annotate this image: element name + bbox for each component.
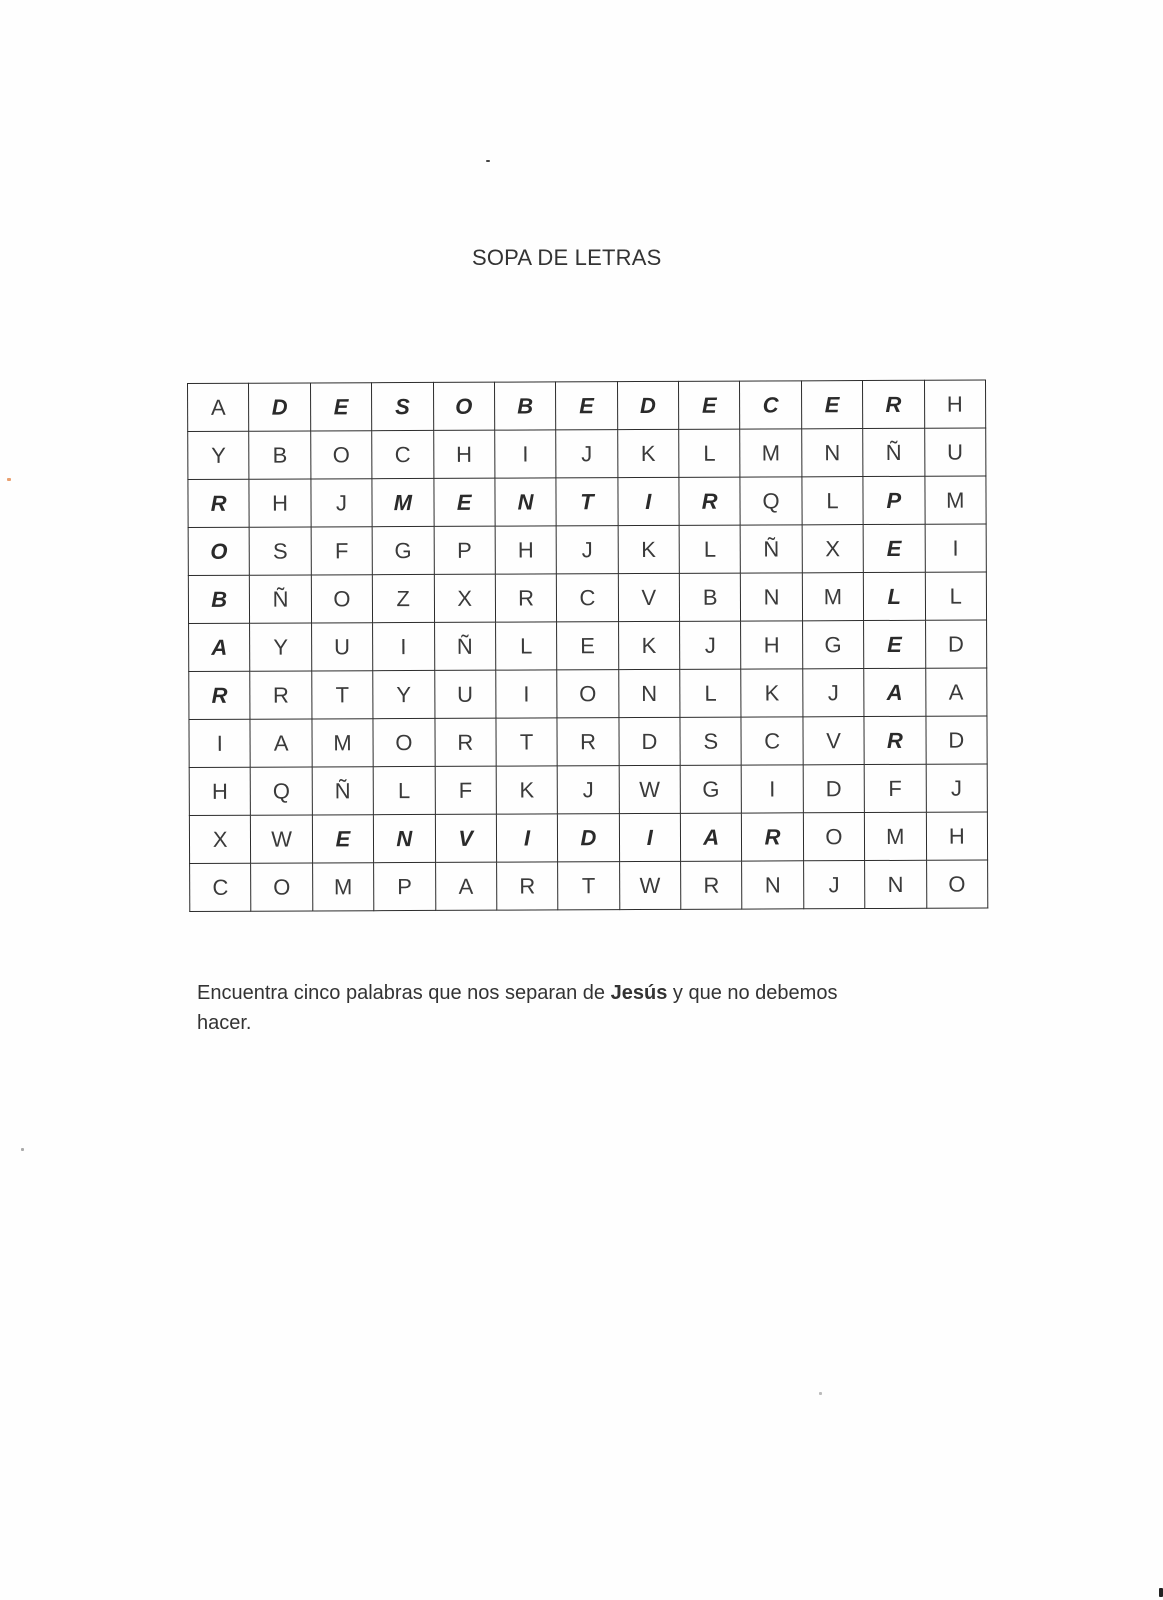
grid-cell: O — [803, 813, 865, 861]
grid-cell: N — [742, 861, 804, 909]
grid-cell: Y — [250, 623, 312, 671]
grid-cell: D — [925, 620, 987, 668]
grid-cell: B — [188, 575, 250, 623]
grid-cell: H — [926, 812, 988, 860]
grid-cell: L — [680, 669, 742, 717]
page-title: SOPA DE LETRAS — [472, 245, 662, 270]
grid-cell: I — [373, 622, 435, 670]
grid-cell: E — [310, 383, 372, 431]
grid-cell: D — [249, 383, 311, 431]
grid-cell: D — [925, 716, 987, 764]
grid-cell: Z — [372, 574, 434, 622]
word-search-grid — [187, 380, 988, 912]
grid-cell: A — [864, 668, 926, 716]
grid-cell: J — [803, 669, 865, 717]
grid-cell: C — [372, 430, 434, 478]
grid-cell: E — [433, 478, 495, 526]
grid-cell: O — [310, 431, 372, 479]
grid-cell: R — [742, 813, 804, 861]
grid-cell: F — [311, 527, 373, 575]
grid-cell: I — [742, 765, 804, 813]
grid-cell: I — [619, 813, 681, 861]
grid-cell: Ñ — [863, 428, 925, 476]
grid-cell: L — [679, 429, 741, 477]
grid-row — [188, 380, 986, 431]
instructions-text — [197, 978, 917, 1038]
instructions-part-2: y que no debemos — [667, 982, 838, 1004]
grid-row — [189, 620, 987, 671]
grid-cell: R — [679, 477, 741, 525]
grid-cell: Ñ — [250, 575, 312, 623]
grid-cell: E — [556, 382, 618, 430]
grid-cell: B — [679, 573, 741, 621]
grid-cell: K — [618, 621, 680, 669]
grid-cell: N — [801, 429, 863, 477]
instructions-part-1: Encuentra cinco palabras que nos separan de — [197, 982, 611, 1004]
grid-cell: M — [312, 719, 374, 767]
grid-cell: X — [189, 815, 251, 863]
grid-cell: V — [435, 814, 497, 862]
grid-cell: H — [495, 526, 557, 574]
grid-cell: J — [803, 861, 865, 909]
scan-speck — [1159, 1588, 1163, 1597]
grid-cell: Ñ — [741, 525, 803, 573]
grid-cell: I — [189, 719, 251, 767]
grid-cell: D — [558, 814, 620, 862]
grid-row — [188, 428, 986, 479]
grid-cell: O — [251, 863, 313, 911]
grid-cell: N — [865, 860, 927, 908]
grid-cell: K — [617, 429, 679, 477]
grid-cell: D — [617, 381, 679, 429]
grid-cell: T — [496, 718, 558, 766]
grid-cell: F — [864, 764, 926, 812]
grid-row — [189, 812, 987, 863]
grid-cell: R — [863, 380, 925, 428]
grid-cell: S — [680, 717, 742, 765]
grid-cell: O — [433, 382, 495, 430]
grid-row — [188, 524, 986, 575]
grid-cell: H — [924, 380, 986, 428]
grid-cell: R — [681, 861, 743, 909]
grid-cell: N — [618, 669, 680, 717]
grid-cell: J — [557, 766, 619, 814]
grid-cell: L — [925, 572, 987, 620]
grid-cell: J — [311, 479, 373, 527]
grid-row — [189, 716, 987, 767]
scan-speck — [7, 478, 11, 481]
grid-cell: R — [434, 718, 496, 766]
grid-cell: R — [496, 862, 558, 910]
grid-cell: U — [311, 623, 373, 671]
grid-row — [189, 764, 987, 815]
grid-cell: E — [864, 620, 926, 668]
scan-speck — [486, 160, 490, 162]
grid-cell: L — [679, 525, 741, 573]
grid-cell: K — [618, 525, 680, 573]
grid-cell: C — [741, 717, 803, 765]
grid-cell: O — [926, 860, 988, 908]
grid-cell: V — [803, 717, 865, 765]
grid-cell: L — [373, 766, 435, 814]
grid-cell: A — [189, 623, 251, 671]
grid-cell: P — [434, 526, 496, 574]
grid-cell: A — [435, 862, 497, 910]
grid-cell: A — [188, 383, 250, 431]
grid-cell: C — [190, 863, 252, 911]
grid-row — [188, 476, 986, 527]
grid-cell: L — [802, 477, 864, 525]
grid-cell: S — [372, 382, 434, 430]
grid-cell: L — [863, 572, 925, 620]
grid-cell: E — [557, 622, 619, 670]
grid-cell: W — [251, 815, 313, 863]
grid-cell: P — [374, 862, 436, 910]
grid-cell: S — [250, 527, 312, 575]
grid-cell: I — [925, 524, 987, 572]
grid-cell: M — [802, 573, 864, 621]
grid-cell: Y — [188, 431, 250, 479]
grid-cell: C — [740, 381, 802, 429]
grid-cell: I — [495, 430, 557, 478]
instructions-line-2: hacer. — [197, 1012, 252, 1034]
grid-cell: T — [556, 478, 618, 526]
grid-cell: G — [802, 621, 864, 669]
grid-cell: G — [372, 526, 434, 574]
grid-cell: U — [434, 670, 496, 718]
grid-cell: K — [496, 766, 558, 814]
grid-cell: M — [372, 478, 434, 526]
grid-cell: J — [556, 430, 618, 478]
grid-cell: N — [374, 814, 436, 862]
grid-cell: J — [556, 526, 618, 574]
grid-cell: D — [619, 717, 681, 765]
grid-cell: J — [926, 764, 988, 812]
scan-speck — [21, 1148, 24, 1151]
grid-row — [189, 668, 987, 719]
grid-cell: B — [494, 382, 556, 430]
grid-cell: T — [312, 671, 374, 719]
grid-cell: X — [802, 525, 864, 573]
grid-cell: O — [311, 575, 373, 623]
grid-cell: D — [803, 765, 865, 813]
grid-cell: I — [618, 477, 680, 525]
grid-cell: Ñ — [312, 767, 374, 815]
grid-cell: H — [189, 767, 251, 815]
grid-cell: V — [618, 573, 680, 621]
grid-cell: O — [188, 527, 250, 575]
grid-cell: H — [433, 430, 495, 478]
grid-cell: R — [557, 718, 619, 766]
grid-row — [188, 572, 986, 623]
grid-cell: R — [495, 574, 557, 622]
grid-cell: T — [558, 862, 620, 910]
grid-cell: R — [864, 716, 926, 764]
grid-cell: K — [741, 669, 803, 717]
grid-cell: N — [495, 478, 557, 526]
grid-cell: R — [250, 671, 312, 719]
grid-cell: H — [741, 621, 803, 669]
grid-cell: U — [924, 428, 986, 476]
grid-cell: M — [924, 476, 986, 524]
grid-cell: I — [496, 670, 558, 718]
grid-cell: Y — [373, 670, 435, 718]
grid-cell: A — [250, 719, 312, 767]
grid-cell: M — [740, 429, 802, 477]
grid-cell: N — [741, 573, 803, 621]
grid-cell: Ñ — [434, 622, 496, 670]
grid-cell: O — [373, 718, 435, 766]
grid-cell: C — [557, 574, 619, 622]
grid-row — [190, 860, 988, 911]
grid-cell: A — [925, 668, 987, 716]
grid-cell: W — [619, 861, 681, 909]
grid-cell: O — [557, 670, 619, 718]
grid-cell: F — [435, 766, 497, 814]
grid-cell: L — [495, 622, 557, 670]
grid-cell: E — [312, 815, 374, 863]
grid-cell: H — [249, 479, 311, 527]
grid-cell: X — [434, 574, 496, 622]
grid-cell: M — [865, 812, 927, 860]
grid-cell: M — [312, 863, 374, 911]
grid-cell: I — [496, 814, 558, 862]
grid-cell: P — [863, 476, 925, 524]
grid-cell: R — [189, 671, 251, 719]
grid-cell: B — [249, 431, 311, 479]
grid-cell: A — [680, 813, 742, 861]
grid-cell: E — [863, 524, 925, 572]
grid-cell: G — [680, 765, 742, 813]
grid-cell: W — [619, 765, 681, 813]
grid-cell: E — [801, 381, 863, 429]
grid-cell: E — [678, 381, 740, 429]
grid-cell: J — [680, 621, 742, 669]
scan-speck — [819, 1392, 822, 1395]
grid-cell: Q — [740, 477, 802, 525]
grid-cell: R — [188, 479, 250, 527]
grid-cell: Q — [251, 767, 313, 815]
instructions-name: Jesús — [610, 982, 668, 1004]
